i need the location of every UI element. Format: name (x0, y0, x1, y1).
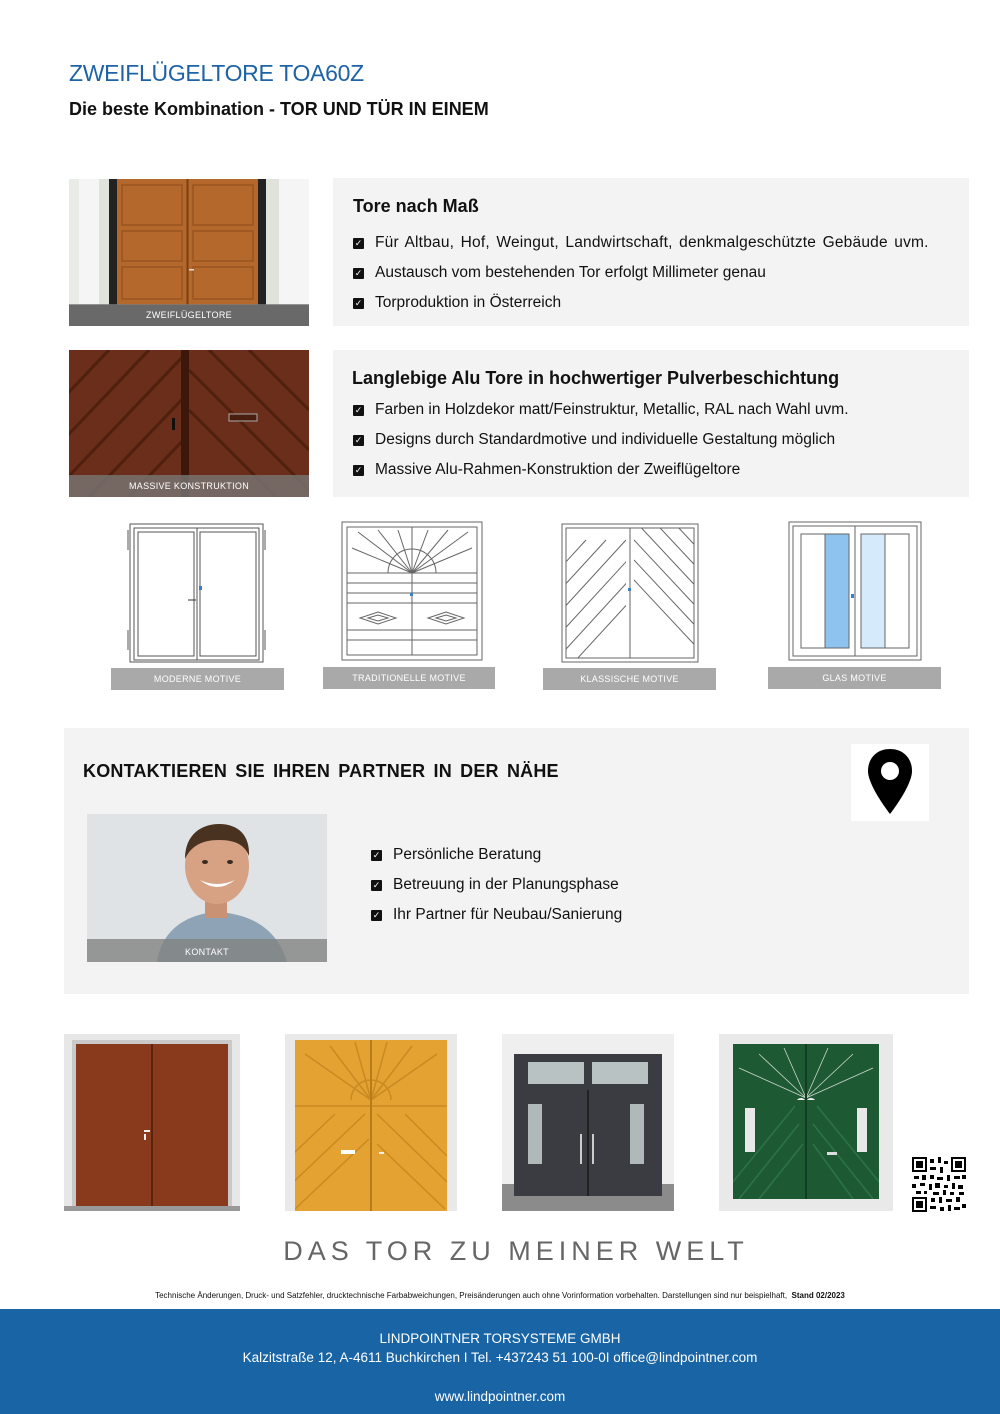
list-item: ✓ Betreuung in der Planungsphase (372, 876, 619, 893)
list-item: ✓ Massive Alu-Rahmen-Konstruktion der Zweiflügeltore (354, 461, 741, 478)
brown-double-door-photo (64, 1034, 240, 1211)
checkbox-icon: ✓ (354, 297, 363, 308)
list-item: ✓ Ihr Partner für Neubau/Sanierung (372, 906, 623, 923)
green-sunburst-door-photo (719, 1034, 893, 1211)
list-item: ✓ Farben in Holzdekor matt/Feinstruktur, Metallic, RAL nach Wahl uvm. (354, 401, 849, 418)
glass-motif-drawing (783, 518, 933, 663)
motif-label-traditionelle: TRADITIONELLE MOTIVE (323, 667, 495, 689)
checkbox-icon: ✓ (354, 464, 363, 475)
list-item: ✓ Für Altbau, Hof, Weingut, Landwirtschaft, denkmalgeschützte Gebäude uvm. (354, 234, 929, 251)
image-massive-construction (69, 350, 309, 497)
checkbox-icon: ✓ (372, 879, 381, 890)
panel-heading: Langlebige Alu Tore in hochwertiger Pulverbeschichtung (352, 368, 840, 388)
motif-label-glas: GLAS MOTIVE (768, 667, 941, 689)
list-item: ✓ Torproduktion in Österreich (354, 294, 562, 311)
image-caption: KONTAKT (87, 939, 327, 962)
list-item: ✓ Designs durch Standardmotive und individuelle Gestaltung möglich (354, 431, 836, 448)
image-caption: ZWEIFLÜGELTORE (69, 304, 309, 326)
traditional-motif-drawing (338, 518, 488, 663)
checkbox-icon: ✓ (354, 237, 363, 248)
page-subtitle: Die beste Kombination - TOR UND TÜR IN EINEM (69, 99, 489, 119)
list-item: ✓ Persönliche Beratung (372, 846, 542, 863)
footer (0, 1309, 1000, 1414)
checkbox-icon: ✓ (354, 267, 363, 278)
anthracite-glass-door-photo (502, 1034, 674, 1211)
location-pin-icon[interactable] (851, 744, 929, 821)
footer-website-link[interactable]: www.lindpointner.com (434, 1389, 566, 1404)
qr-code-icon[interactable] (912, 1157, 966, 1212)
image-double-door-wood (69, 179, 309, 326)
footer-address: Kalzitstraße 12, A-4611 Buchkirchen I Tel. +437243 51 100-0I office@lindpointner.com (242, 1350, 758, 1365)
motif-label-moderne: MODERNE MOTIVE (111, 668, 284, 690)
page-title: ZWEIFLÜGELTORE TOA60Z (69, 60, 364, 86)
footer-company: LINDPOINTNER TORSYSTEME GMBH (379, 1331, 621, 1346)
image-caption: MASSIVE KONSTRUKTION (69, 475, 309, 497)
yellow-sunburst-door-photo (285, 1034, 457, 1211)
slogan: DAS TOR ZU MEINER WELT (283, 1236, 749, 1266)
contact-panel (64, 728, 969, 994)
modern-motif-drawing (120, 520, 270, 665)
checkbox-icon: ✓ (354, 434, 363, 445)
checkbox-icon: ✓ (372, 909, 381, 920)
list-item: ✓ Austausch vom bestehenden Tor erfolgt Millimeter genau (354, 264, 766, 281)
contact-heading: KONTAKTIEREN SIE IHREN PARTNER IN DER NÄHE (83, 761, 559, 781)
panel-alu-tore (333, 350, 969, 497)
classic-motif-drawing (556, 520, 706, 665)
checkbox-icon: ✓ (354, 404, 363, 415)
contact-person-photo (87, 814, 327, 962)
motif-label-klassische: KLASSISCHE MOTIVE (543, 668, 716, 690)
checkbox-icon: ✓ (372, 849, 381, 860)
disclaimer: Technische Änderungen, Druck- und Satzfehler, drucktechnische Farbabweichungen, Preisänderungen auch ohne Vorinformation vorbehalten. Darstellungen sind nur beispielhaft, Stand 02/2023 (155, 1291, 845, 1300)
panel-heading: Tore nach Maß (353, 196, 479, 216)
panel-tore-nach-mass (333, 178, 969, 326)
